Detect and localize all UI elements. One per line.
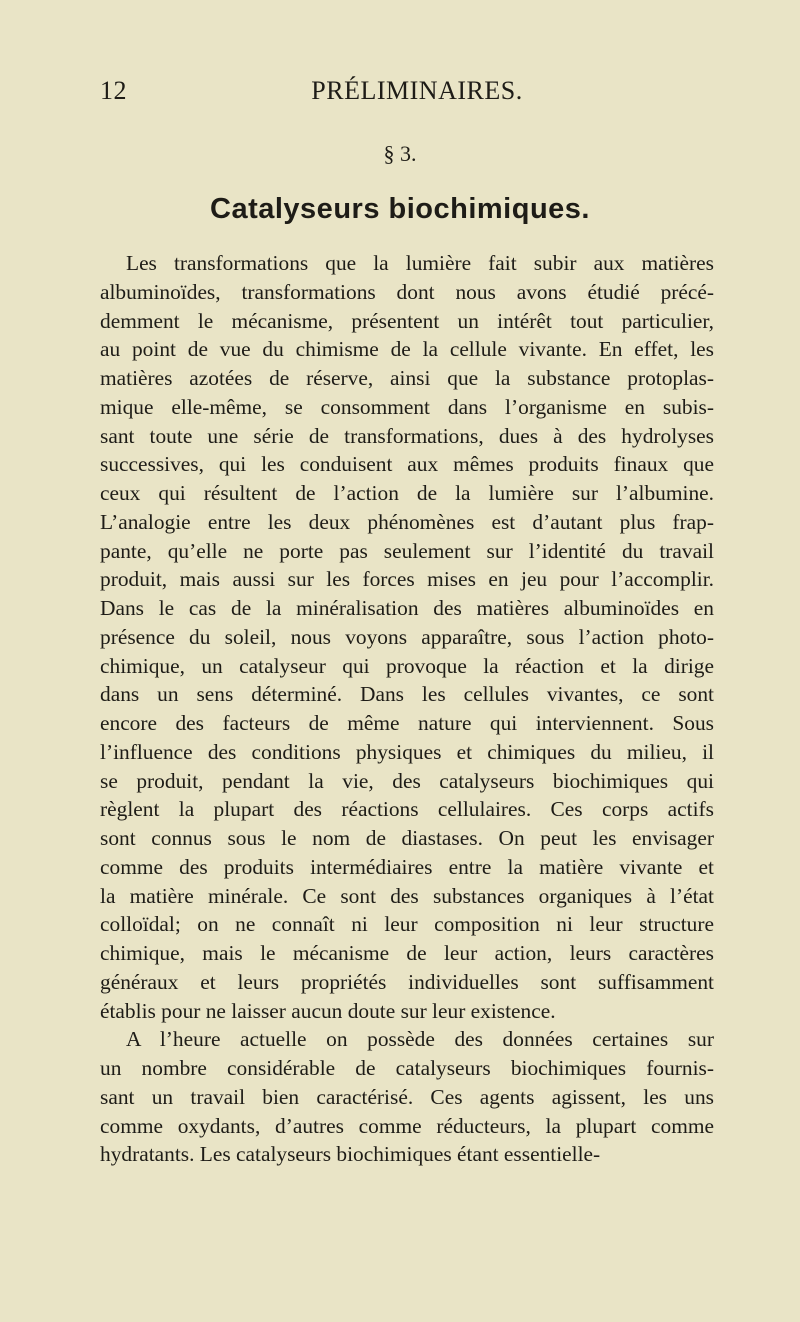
text-line: chimique, mais le mécanisme de leur action, leurs caractères	[100, 941, 714, 965]
text-line: encore des facteurs de même nature qui interviennent. Sous	[100, 711, 714, 735]
text-line: chimique, un catalyseur qui provoque la réaction et la dirige	[100, 653, 714, 678]
text-line: ceux qui résultent de l’action de la lumière sur l’albumine.	[100, 481, 714, 505]
text-line: sont connus sous le nom de diastases. On peut les envisager	[100, 826, 714, 850]
section-number: § 3.	[383, 141, 417, 166]
page-number: 12	[100, 76, 127, 105]
text-line: sant un travail bien caractérisé. Ces agents agissent, les uns	[100, 1084, 714, 1109]
text-line: généraux et leurs propriétés individuelles sont suffisamment	[100, 969, 714, 994]
text-line: présence du soleil, nous voyons apparaître, sous l’action photo-	[100, 624, 714, 649]
text-line: comme oxydants, d’autres comme réducteurs, la plupart comme	[100, 1113, 714, 1138]
text-line: établis pour ne laisser aucun doute sur leur existence.	[100, 998, 556, 1023]
paragraph	[100, 249, 714, 1025]
text-line: pante, qu’elle ne porte pas seulement sur l’identité du travail	[100, 538, 714, 563]
text-line: l’influence des conditions physiques et chimiques du milieu, il	[100, 739, 714, 764]
text-line: L’analogie entre les deux phénomènes est d’autant plus frap-	[100, 509, 714, 534]
text-line: A l’heure actuelle on possède des données certaines sur	[126, 1027, 714, 1052]
section-title: Catalyseurs biochimiques.	[210, 193, 590, 225]
text-line: un nombre considérable de catalyseurs biochimiques fournis-	[100, 1056, 714, 1080]
text-line: mique elle-même, se consomment dans l’organisme en subis-	[100, 394, 714, 419]
text-line: Les transformations que la lumière fait subir aux matières	[126, 251, 714, 275]
text-line: matières azotées de réserve, ainsi que la substance protoplas-	[100, 366, 714, 390]
text-line: au point de vue du chimisme de la cellule vivante. En effet, les	[100, 337, 714, 362]
running-head	[100, 76, 714, 106]
text-line: comme des produits intermédiaires entre la matière vivante et	[100, 854, 714, 879]
body-text	[100, 249, 714, 1169]
text-line: dans un sens déterminé. Dans les cellules vivantes, ce sont	[100, 682, 714, 707]
running-title: PRÉLIMINAIRES.	[311, 76, 523, 105]
text-line: sant toute une série de transformations, dues à des hydrolyses	[100, 423, 714, 448]
text-line: Dans le cas de la minéralisation des matières albuminoïdes en	[100, 596, 714, 620]
paragraph	[100, 1025, 714, 1169]
text-line: albuminoïdes, transformations dont nous avons étudié précé-	[100, 279, 714, 304]
text-line: hydratants. Les catalyseurs biochimiques étant essentielle-	[100, 1142, 601, 1167]
text-line: produit, mais aussi sur les forces mises en jeu pour l’accomplir.	[100, 567, 714, 592]
text-line: colloïdal; on ne connaît ni leur composition ni leur structure	[100, 912, 714, 937]
text-line: règlent la plupart des réactions cellulaires. Ces corps actifs	[100, 797, 714, 822]
text-line: demment le mécanisme, présentent un intérêt tout particulier,	[100, 308, 714, 333]
text-line: successives, qui les conduisent aux mêmes produits finaux que	[100, 452, 714, 477]
text-line: se produit, pendant la vie, des catalyseurs biochimiques qui	[100, 768, 714, 793]
text-line: la matière minérale. Ce sont des substances organiques à l’état	[100, 883, 714, 908]
